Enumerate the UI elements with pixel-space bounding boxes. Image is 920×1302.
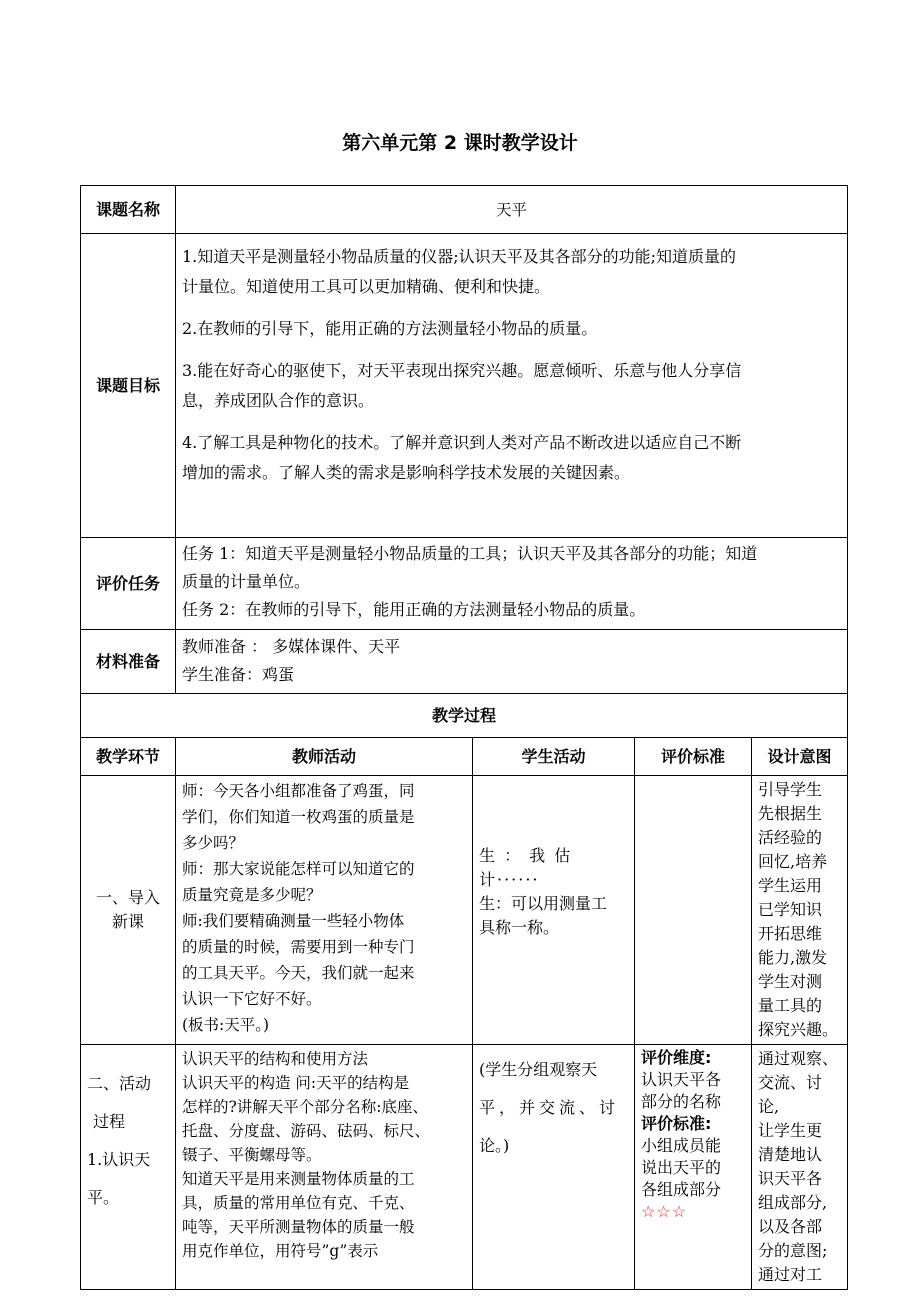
stage-1-criteria: [635, 776, 752, 1045]
tasks-label: 评价任务: [81, 538, 176, 630]
row-process-heading: [81, 694, 848, 738]
stage-1-name: 一、导入 新课: [81, 776, 176, 1045]
objectives-label: 课题目标: [81, 234, 176, 538]
stage-2-teacher-activity: 认识天平的结构和使用方法 认识天平的构造 问:天平的结构是 怎样的?讲解天平个部分名称:底座、 托盘、分度盘、游码、砝码、标尺、 镊子、平衡螺母等。 知道天平是用来测量物体质量的工 具，质量的常用单位有克、千克、 吨等，天平所测量物体的质量一般 用克作单位，用符号”g”表示: [176, 1045, 473, 1290]
topic-value: 天平: [176, 186, 848, 234]
objective-item: 4.了解工具是种物化的技术。了解并意识到人类对产品不断改进以适应自己不断 增加的需求。了解人类的需求是影响科学技术发展的关键因素。: [182, 433, 742, 482]
topic-label: 课题名称: [81, 186, 176, 234]
task-1-line-a: 任务 1：知道天平是测量轻小物品质量的工具；认识天平及其各部分的功能；知道: [182, 544, 758, 563]
task-2: 任务 2：在教师的引导下，能用正确的方法测量轻小物品的质量。: [182, 600, 646, 619]
teacher-materials: 教师准备 ： 多媒体课件、天平: [182, 637, 401, 656]
row-stage-2: [81, 1045, 848, 1290]
stage-2-design-intent: 通过观察、 交流、讨论, 让学生更 清楚地认 识天平各 组成部分, 以及各部 分的意图; 通过对工: [752, 1045, 848, 1290]
row-column-headers: [81, 738, 848, 776]
col-header-teacher: 教师活动: [176, 738, 473, 776]
objective-item: 1.知道天平是测量轻小物品质量的仪器;认识天平及其各部分的功能;知道质量的 计量位。知道使用工具可以更加精确、便利和快捷。: [182, 247, 737, 296]
tasks-content: [176, 538, 848, 630]
materials-content: [176, 630, 848, 694]
row-objectives: [81, 234, 848, 538]
objective-item: 3.能在好奇心的驱使下，对天平表现出探究兴趣。愿意倾听、乐意与他人分享信 息，养成团队合作的意识。: [182, 361, 742, 410]
criteria-dimension-label: 评价维度:: [641, 1048, 712, 1067]
rating-stars: ☆☆☆: [641, 1202, 688, 1221]
col-header-stage: 教学环节: [81, 738, 176, 776]
criteria-standard-label: 评价标准:: [641, 1114, 712, 1133]
objectives-list: [176, 234, 848, 538]
col-header-criteria: 评价标准: [635, 738, 752, 776]
row-stage-1: [81, 776, 848, 1045]
lesson-plan-table: [80, 185, 848, 1290]
stage-1-design-intent: 引导学生 先根据生 活经验的 回忆,培养 学生运用 已学知识 开拓思维 能力,激发 学生对测 量工具的 探究兴趣。: [752, 776, 848, 1045]
row-tasks: [81, 538, 848, 630]
student-materials: 学生准备：鸡蛋: [182, 665, 295, 684]
objective-item: 2.在教师的引导下，能用正确的方法测量轻小物品的质量。: [182, 319, 598, 338]
row-materials: [81, 630, 848, 694]
page-title: 第六单元第 2 课时教学设计: [342, 132, 578, 154]
stage-1-teacher-activity: 师：今天各小组都准备了鸡蛋，同 学们，你们知道一枚鸡蛋的质量是 多少吗？ 师：那大家说能怎样可以知道它的 质量究竟是多少呢？ 师:我们要精确测量一些轻小物体 的质量的时候，需要用到一种专门 的工具天平。今天，我们就一起来 认识一下它好不好。 (板书:天平。): [176, 776, 473, 1045]
process-heading: 教学过程: [81, 694, 848, 738]
stage-2-name: 二、活动 过程 1.认识天 平。: [81, 1045, 176, 1290]
materials-label: 材料准备: [81, 630, 176, 694]
col-header-student: 学生活动: [473, 738, 635, 776]
row-topic: [81, 186, 848, 234]
task-1-line-b: 质量的计量单位。: [182, 572, 311, 591]
stage-2-student-activity: (学生分组观察天 平，并交流、讨 论。): [473, 1045, 635, 1290]
stage-2-criteria: 评价维度: 认识天平各 部分的名称 评价标准: 小组成员能 说出天平的 各组成部分 ☆☆☆: [635, 1045, 752, 1290]
stage-1-student-activity: 生 ： 我 估 计······ 生：可以用测量工 具称一称。: [473, 776, 635, 1045]
col-header-intent: 设计意图: [752, 738, 848, 776]
